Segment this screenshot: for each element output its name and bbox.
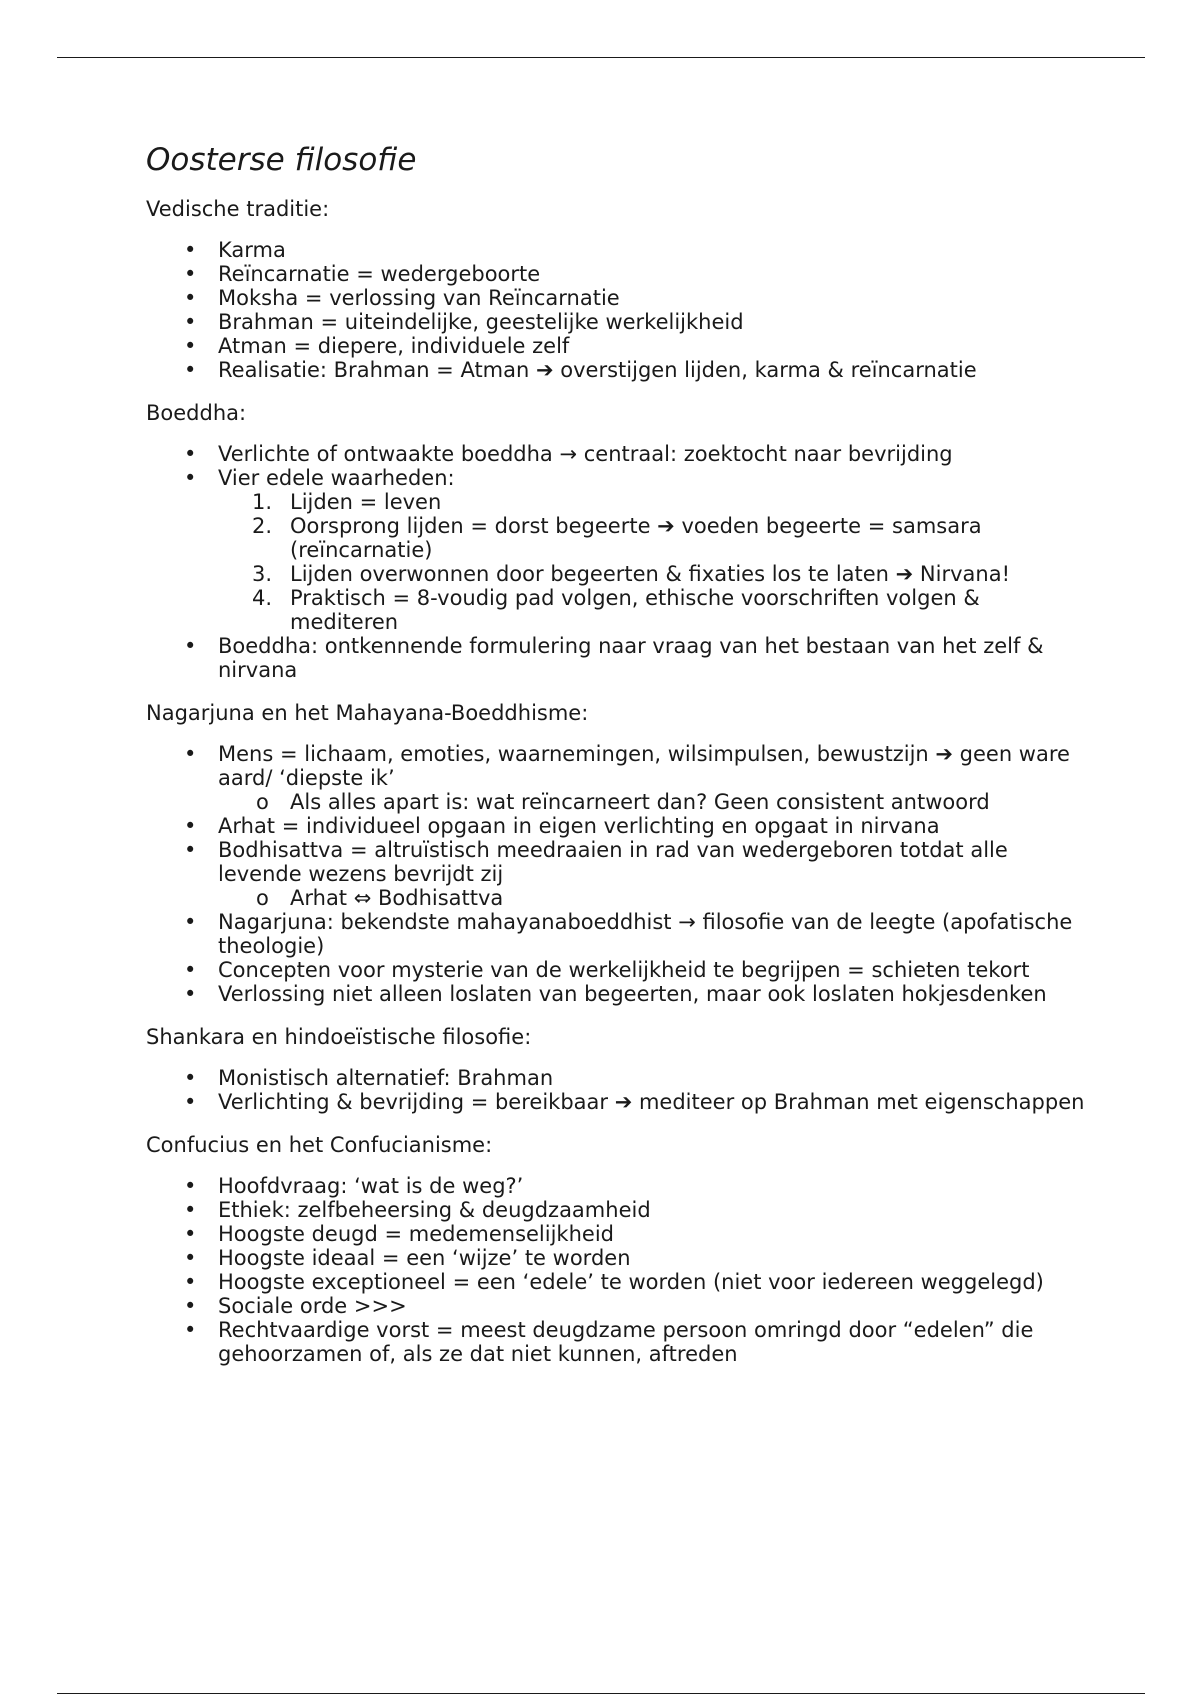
list-item-text: Concepten voor mysterie van de werkelijkheid te begrijpen = schieten tekort <box>218 958 1030 982</box>
list-item <box>146 310 1086 334</box>
bullet-list <box>146 1174 1086 1366</box>
section-heading: Nagarjuna en het Mahayana-Boeddhisme: <box>146 701 589 725</box>
list-item-text: Rechtvaardige vorst = meest deugdzame persoon omringd door “edelen” die gehoorzamen of, als ze dat niet kunnen, aftreden <box>218 1318 1034 1366</box>
list-item <box>146 1198 1086 1222</box>
list-item <box>146 742 1086 814</box>
list-item-text: Verlichting & bevrijding = bereikbaar ➔ mediteer op Brahman met eigenschappen <box>218 1090 1085 1114</box>
bullet-icon: • <box>184 1090 197 1114</box>
list-item-text: Boeddha: ontkennende formulering naar vraag van het bestaan van het zelf & nirvana <box>218 634 1044 682</box>
bullet-list <box>146 742 1086 1006</box>
numbered-item-text: Lijden = leven <box>290 490 442 514</box>
sub-list-item-text: Arhat ⇔ Bodhisattva <box>290 886 504 910</box>
section-heading: Confucius en het Confucianisme: <box>146 1133 493 1157</box>
top-rule <box>57 57 1145 58</box>
bullet-icon: • <box>184 1294 197 1318</box>
bullet-icon: • <box>184 1270 197 1294</box>
list-item-text: Reïncarnatie = wedergeboorte <box>218 262 541 286</box>
bullet-icon: • <box>184 334 197 358</box>
circle-bullet-icon: o <box>256 790 269 814</box>
bullet-icon: • <box>184 838 197 862</box>
list-item-text: Monistisch alternatief: Brahman <box>218 1066 554 1090</box>
item-number: 1. <box>252 490 273 514</box>
circle-bullet-icon: o <box>256 886 269 910</box>
section-heading: Shankara en hindoeïstische filosofie: <box>146 1025 532 1049</box>
list-item <box>146 958 1086 982</box>
list-item <box>146 982 1086 1006</box>
bullet-list <box>146 442 1086 682</box>
bullet-icon: • <box>184 814 197 838</box>
sections-container <box>146 196 1086 1366</box>
numbered-item-text: Praktisch = 8-voudig pad volgen, ethische voorschriften volgen & mediteren <box>290 586 980 634</box>
list-item-text: Karma <box>218 238 286 262</box>
sub-list-item <box>218 790 1086 814</box>
list-item-text: Brahman = uiteindelijke, geestelijke werkelijkheid <box>218 310 744 334</box>
list-item-text: Ethiek: zelfbeheersing & deugdzaamheid <box>218 1198 651 1222</box>
list-item <box>146 442 1086 466</box>
item-number: 3. <box>252 562 273 586</box>
bullet-icon: • <box>184 1222 197 1246</box>
list-item-text: Arhat = individueel opgaan in eigen verlichting en opgaat in nirvana <box>218 814 940 838</box>
document-body <box>146 140 1086 1384</box>
item-number: 4. <box>252 586 273 610</box>
sub-list-item-text: Als alles apart is: wat reïncarneert dan? Geen consistent antwoord <box>290 790 990 814</box>
bullet-icon: • <box>184 358 197 382</box>
section-heading: Vedische traditie: <box>146 197 330 221</box>
bullet-icon: • <box>184 1174 197 1198</box>
bullet-icon: • <box>184 1246 197 1270</box>
bullet-icon: • <box>184 1066 197 1090</box>
bullet-icon: • <box>184 286 197 310</box>
list-item <box>146 1090 1086 1114</box>
item-number: 2. <box>252 514 273 538</box>
list-item-text: Atman = diepere, individuele zelf <box>218 334 570 358</box>
list-item <box>146 838 1086 910</box>
page-title: Oosterse filosofie <box>146 142 417 178</box>
list-item-text: Realisatie: Brahman = Atman ➔ overstijgen lijden, karma & reïncarnatie <box>218 358 977 382</box>
list-item-text: Verlichte of ontwaakte boeddha → centraal: zoektocht naar bevrijding <box>218 442 953 466</box>
list-item <box>146 466 1086 634</box>
list-item <box>146 1246 1086 1270</box>
list-item <box>146 814 1086 838</box>
list-item <box>146 358 1086 382</box>
bullet-icon: • <box>184 262 197 286</box>
list-item-text: Hoofdvraag: ‘wat is de weg?’ <box>218 1174 524 1198</box>
list-item-text: Mens = lichaam, emoties, waarnemingen, wilsimpulsen, bewustzijn ➔ geen ware aard/ ‘diepste ik’ <box>218 742 1070 790</box>
list-item <box>146 334 1086 358</box>
bullet-icon: • <box>184 1198 197 1222</box>
list-item <box>146 1294 1086 1318</box>
list-item <box>146 262 1086 286</box>
list-item-text: Hoogste ideaal = een ‘wijze’ te worden <box>218 1246 631 1270</box>
list-item <box>146 1270 1086 1294</box>
list-item-text: Nagarjuna: bekendste mahayanaboeddhist → filosofie van de leegte (apofatische theologie) <box>218 910 1073 958</box>
bullet-icon: • <box>184 310 197 334</box>
sub-list-item <box>218 886 1086 910</box>
bullet-list <box>146 1066 1086 1114</box>
bullet-icon: • <box>184 742 197 766</box>
bullet-icon: • <box>184 442 197 466</box>
numbered-item <box>218 562 1086 586</box>
bullet-list <box>146 238 1086 382</box>
list-item-text: Vier edele waarheden: <box>218 466 455 490</box>
list-item <box>146 238 1086 262</box>
numbered-item <box>218 586 1086 634</box>
list-item-text: Hoogste deugd = medemenselijkheid <box>218 1222 614 1246</box>
list-item <box>146 286 1086 310</box>
list-item <box>146 910 1086 958</box>
list-item-text: Bodhisattva = altruïstisch meedraaien in rad van wedergeboren totdat alle levende wezens bevrijdt zij <box>218 838 1008 886</box>
list-item <box>146 634 1086 682</box>
sub-list <box>218 790 1086 814</box>
sub-list <box>218 886 1086 910</box>
bottom-rule <box>57 1693 1145 1694</box>
list-item <box>146 1066 1086 1090</box>
list-item <box>146 1174 1086 1198</box>
list-item <box>146 1318 1086 1366</box>
bullet-icon: • <box>184 634 197 658</box>
numbered-item <box>218 490 1086 514</box>
bullet-icon: • <box>184 910 197 934</box>
bullet-icon: • <box>184 958 197 982</box>
numbered-list <box>218 490 1086 634</box>
bullet-icon: • <box>184 238 197 262</box>
list-item-text: Moksha = verlossing van Reïncarnatie <box>218 286 620 310</box>
bullet-icon: • <box>184 466 197 490</box>
list-item-text: Verlossing niet alleen loslaten van begeerten, maar ook loslaten hokjesdenken <box>218 982 1047 1006</box>
bullet-icon: • <box>184 982 197 1006</box>
numbered-item-text: Lijden overwonnen door begeerten & fixaties los te laten ➔ Nirvana! <box>290 562 1010 586</box>
numbered-item-text: Oorsprong lijden = dorst begeerte ➔ voeden begeerte = samsara (reïncarnatie) <box>290 514 982 562</box>
list-item <box>146 1222 1086 1246</box>
numbered-item <box>218 514 1086 562</box>
section-heading: Boeddha: <box>146 401 247 425</box>
list-item-text: Sociale orde >>> <box>218 1294 407 1318</box>
list-item-text: Hoogste exceptioneel = een ‘edele’ te worden (niet voor iedereen weggelegd) <box>218 1270 1044 1294</box>
bullet-icon: • <box>184 1318 197 1342</box>
